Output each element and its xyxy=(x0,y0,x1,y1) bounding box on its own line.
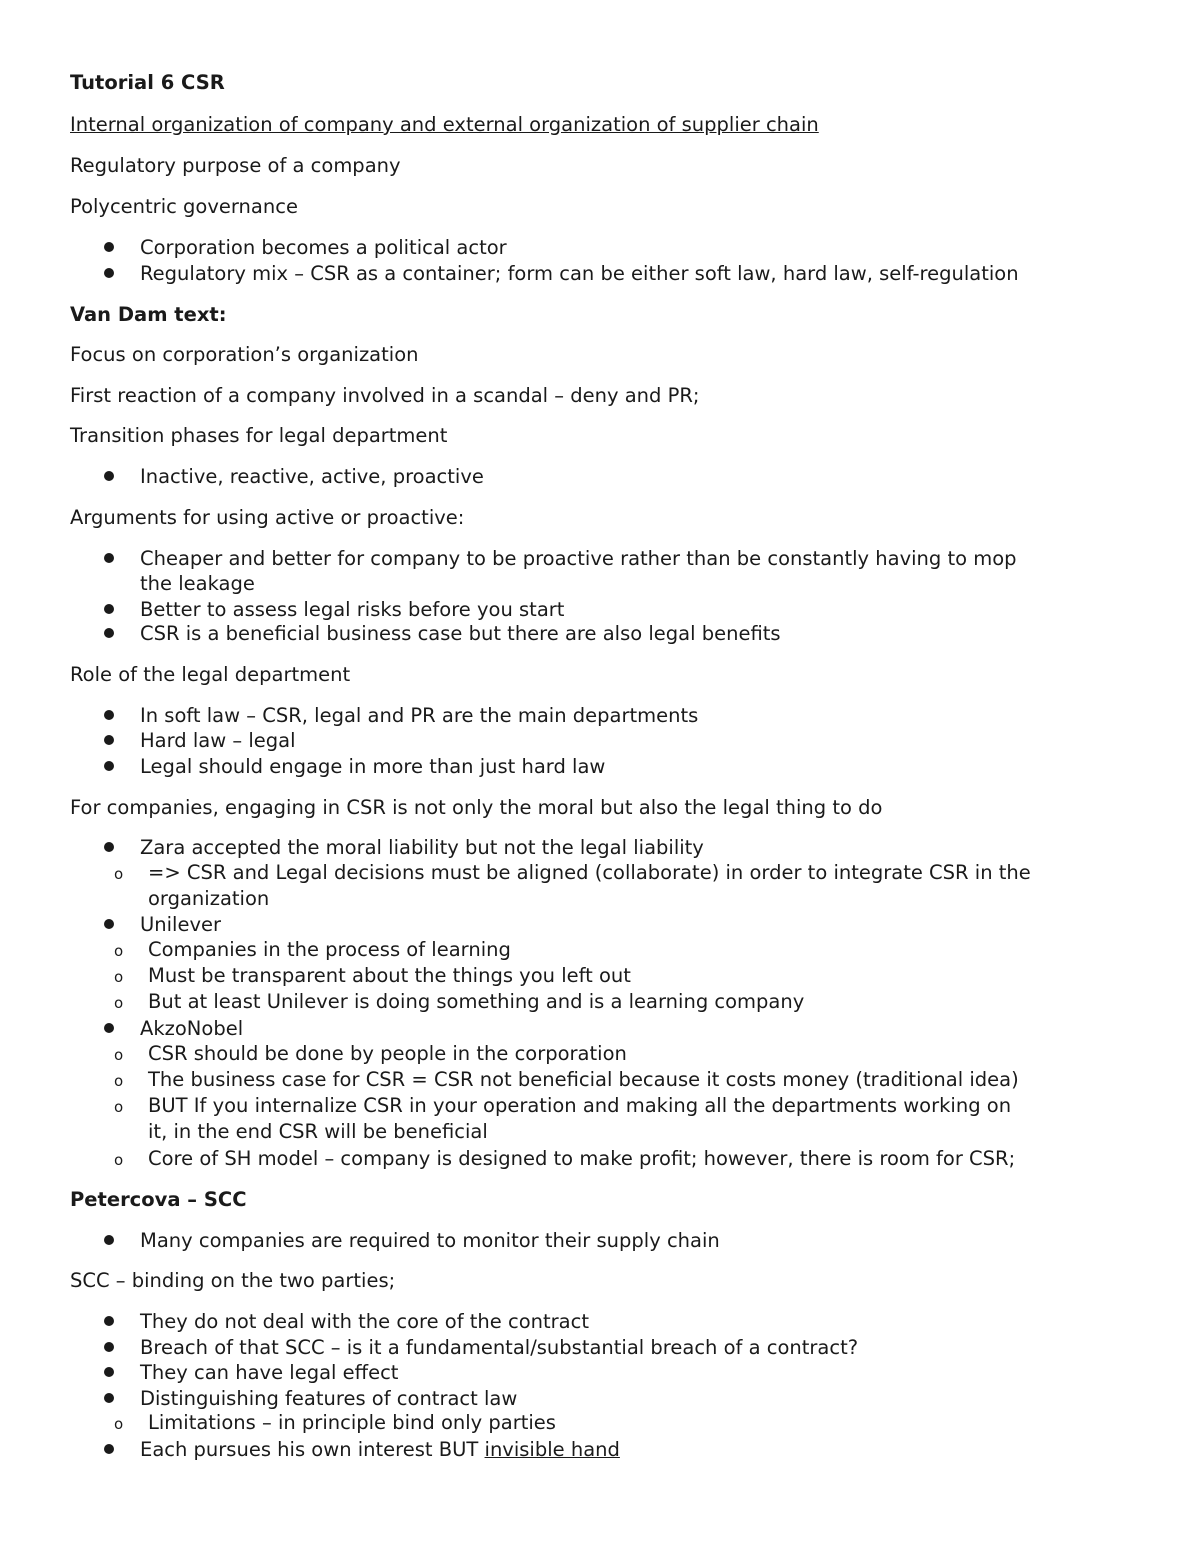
list-item: Inactive, reactive, active, proactive xyxy=(140,465,484,488)
bullet-icon xyxy=(104,268,114,278)
section-heading: Petercova – SCC xyxy=(70,1188,247,1211)
circle-bullet-icon: o xyxy=(114,942,124,960)
sub-list-item: Must be transparent about the things you left out xyxy=(148,964,631,987)
circle-bullet-icon: o xyxy=(114,994,124,1012)
paragraph: Transition phases for legal department xyxy=(70,424,448,447)
paragraph: For companies, engaging in CSR is not only the moral but also the legal thing to do xyxy=(70,796,883,819)
circle-bullet-icon: o xyxy=(114,865,124,883)
bullet-icon xyxy=(104,1316,114,1326)
sub-list-item-continuation: it, in the end CSR will be beneficial xyxy=(148,1120,488,1143)
bullet-icon xyxy=(104,761,114,771)
bullet-icon xyxy=(104,1342,114,1352)
list-item: They do not deal with the core of the contract xyxy=(140,1310,589,1333)
bullet-icon xyxy=(104,710,114,720)
list-item: CSR is a beneficial business case but there are also legal benefits xyxy=(140,622,781,645)
paragraph: First reaction of a company involved in a scandal – deny and PR; xyxy=(70,384,700,407)
bullet-icon xyxy=(104,1023,114,1033)
circle-bullet-icon: o xyxy=(114,1046,124,1064)
list-item: Cheaper and better for company to be proactive rather than be constantly having to mop xyxy=(140,547,1017,570)
circle-bullet-icon: o xyxy=(114,1072,124,1090)
sub-list-item: The business case for CSR = CSR not beneficial because it costs money (traditional idea) xyxy=(148,1068,1019,1091)
document-title: Tutorial 6 CSR xyxy=(70,71,225,94)
sub-list-item: Limitations – in principle bind only parties xyxy=(148,1411,556,1434)
list-item: Hard law – legal xyxy=(140,729,296,752)
list-item: Distinguishing features of contract law xyxy=(140,1387,518,1410)
bullet-icon xyxy=(104,842,114,852)
list-item-continuation: the leakage xyxy=(140,572,255,595)
paragraph: SCC – binding on the two parties; xyxy=(70,1269,396,1292)
list-item: Legal should engage in more than just hard law xyxy=(140,755,606,778)
sub-list-item: CSR should be done by people in the corporation xyxy=(148,1042,627,1065)
list-item: AkzoNobel xyxy=(140,1017,244,1040)
paragraph: Regulatory purpose of a company xyxy=(70,154,401,177)
document-subtitle: Internal organization of company and external organization of supplier chain xyxy=(70,113,819,136)
circle-bullet-icon: o xyxy=(114,1151,124,1169)
paragraph: Role of the legal department xyxy=(70,663,351,686)
bullet-icon xyxy=(104,471,114,481)
bullet-icon xyxy=(104,553,114,563)
bullet-icon xyxy=(104,1444,114,1454)
sub-list-item: Core of SH model – company is designed to make profit; however, there is room for CSR; xyxy=(148,1147,1016,1170)
list-item: Many companies are required to monitor their supply chain xyxy=(140,1229,720,1252)
bullet-icon xyxy=(104,1367,114,1377)
bullet-icon xyxy=(104,735,114,745)
circle-bullet-icon: o xyxy=(114,1098,124,1116)
list-item: Corporation becomes a political actor xyxy=(140,236,507,259)
sub-list-item: => CSR and Legal decisions must be aligned (collaborate) in order to integrate CSR in the xyxy=(148,861,1031,884)
bullet-icon xyxy=(104,1393,114,1403)
list-item: Regulatory mix – CSR as a container; form can be either soft law, hard law, self-regulation xyxy=(140,262,1019,285)
paragraph: Focus on corporation’s organization xyxy=(70,343,419,366)
circle-bullet-icon: o xyxy=(114,968,124,986)
paragraph: Arguments for using active or proactive: xyxy=(70,506,465,529)
section-heading: Van Dam text: xyxy=(70,303,227,326)
sub-list-item: But at least Unilever is doing something and is a learning company xyxy=(148,990,805,1013)
list-item-text: Each pursues his own interest BUT xyxy=(140,1438,485,1461)
bullet-icon xyxy=(104,628,114,638)
bullet-icon xyxy=(104,604,114,614)
sub-list-item: BUT If you internalize CSR in your operation and making all the departments working on xyxy=(148,1094,1012,1117)
list-item: Breach of that SCC – is it a fundamental/substantial breach of a contract? xyxy=(140,1336,859,1359)
list-item: They can have legal effect xyxy=(140,1361,399,1384)
list-item: Unilever xyxy=(140,913,222,936)
list-item xyxy=(140,1437,620,1463)
list-item: In soft law – CSR, legal and PR are the main departments xyxy=(140,704,699,727)
list-item: Better to assess legal risks before you start xyxy=(140,598,565,621)
invisible-hand-term: invisible hand xyxy=(484,1438,620,1461)
paragraph: Polycentric governance xyxy=(70,195,298,218)
list-item: Zara accepted the moral liability but not the legal liability xyxy=(140,836,704,859)
bullet-icon xyxy=(104,242,114,252)
circle-bullet-icon: o xyxy=(114,1415,124,1433)
bullet-icon xyxy=(104,1235,114,1245)
bullet-icon xyxy=(104,919,114,929)
sub-list-item: Companies in the process of learning xyxy=(148,938,511,961)
sub-list-item-continuation: organization xyxy=(148,887,270,910)
